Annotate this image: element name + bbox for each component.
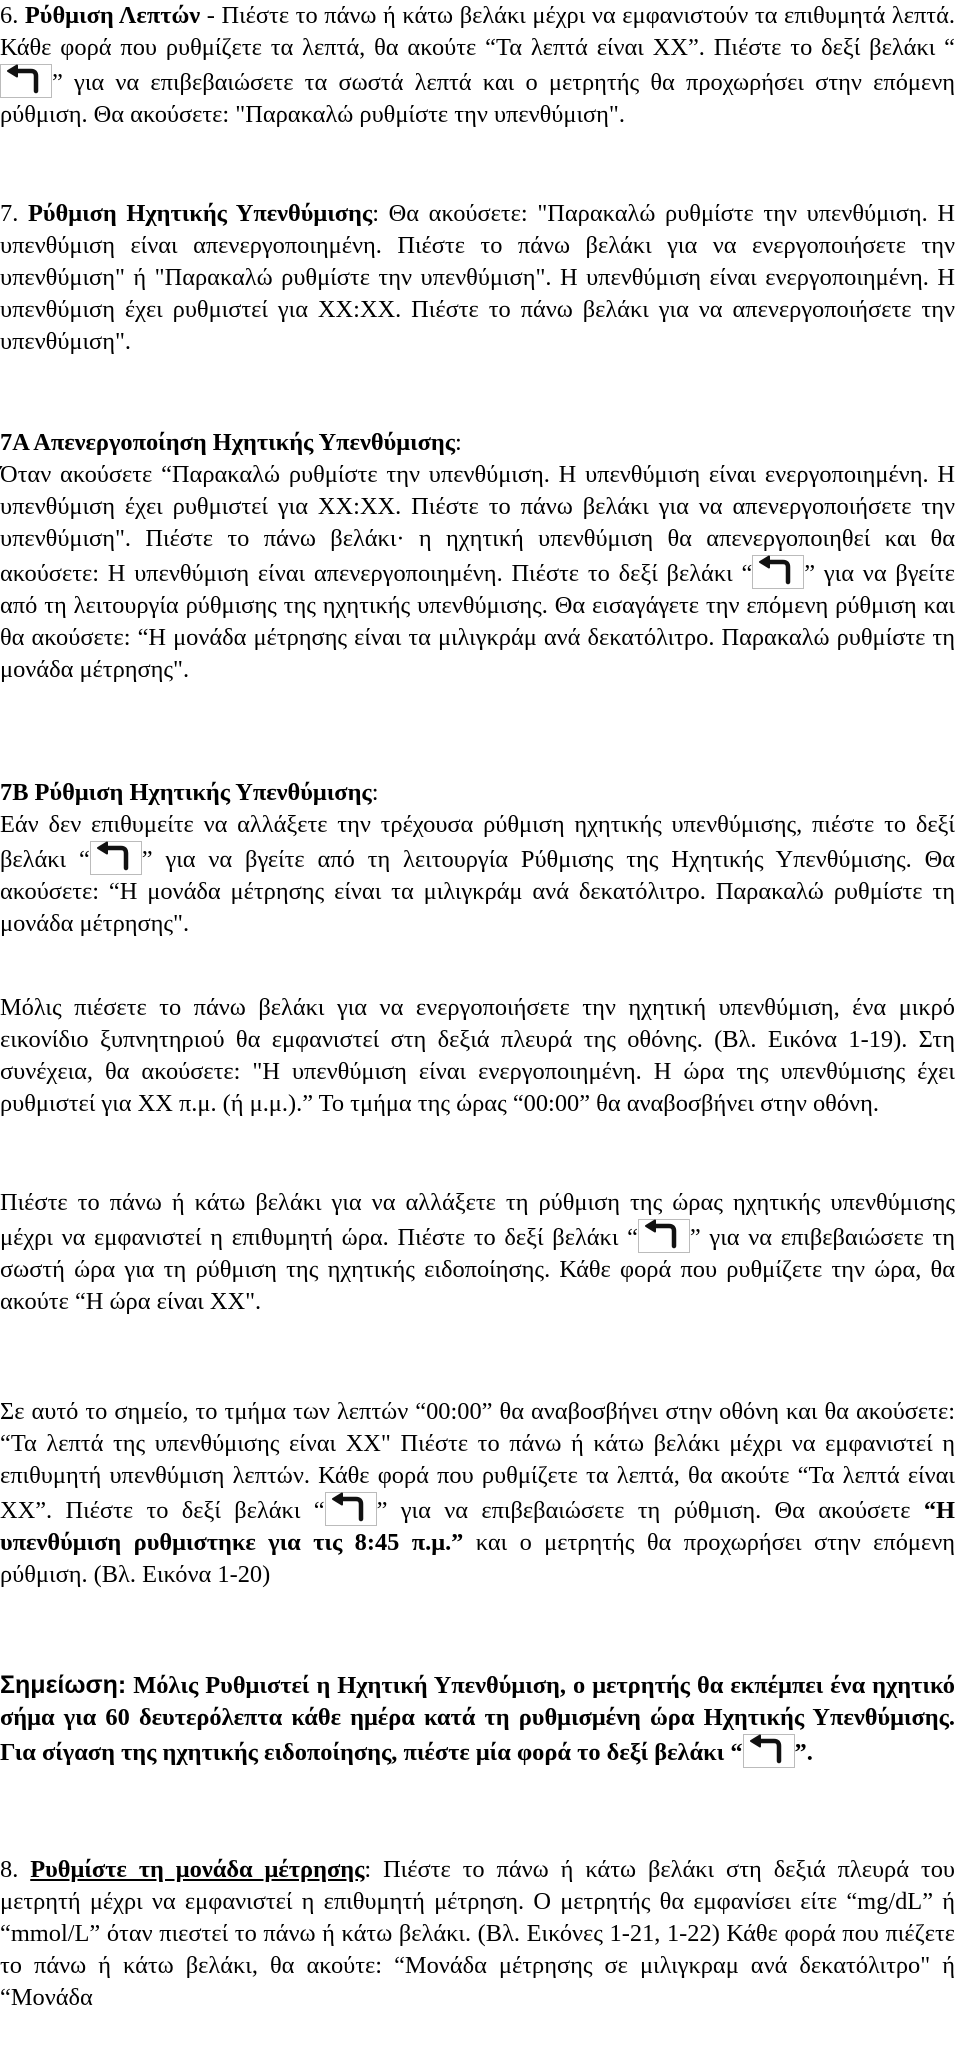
section-8-title: Ρυθμίστε τη μονάδα μέτρησης [30,1856,365,1883]
note-heading: Σημείωση: [0,1671,127,1699]
section-8 [0,1854,955,2014]
section-7a-paragraph [0,459,955,686]
section-7b-text: Εάν δεν επιθυμείτε να αλλάξετε την τρέχουσα ρύθμιση ηχητικής υπενθύμισης, πιέστε το δεξί βελάκι “ [0,811,955,873]
return-arrow-icon [325,1492,377,1526]
section-7a [0,427,955,686]
p4-text-cont: ” για να επιβεβαιώσετε τη ρύθμιση. Θα ακούσετε [376,1497,924,1524]
section-7-title: Ρύθμιση Ηχητικής Υπενθύμισης [27,200,373,227]
section-7 [0,198,955,358]
section-7b-paragraph-4-block [0,1396,955,1591]
section-7b-title: 7Β Ρύθμιση Ηχητικής Υπενθύμισης [0,779,372,806]
p4-text-end: και ο μετρητής θα προχωρήσει στην επόμενη ρύθμιση. (Βλ. Εικόνα 1-20) [0,1529,956,1588]
section-7b [0,777,955,940]
section-7-paragraph [0,198,955,358]
note-block [0,1669,955,1769]
return-arrow-icon [752,555,804,589]
p4-text: Σε αυτό το σημείο, το τμήμα των λεπτών “00:00” θα αναβοσβήνει στην οθόνη και θα ακούσετε: “Τα λεπτά της υπενθύμισης είναι ΧΧ" Πιέστε το πάνω ή κάτω βελάκι μέχρι να εμφανιστεί η επιθυμητή υπενθύμιση λεπτών. Κάθε φορά που ρυθμίζετε τα λεπτά, θα ακούτε “Τα λεπτά είναι ΧΧ”. Πιέστε το δεξί βελάκι “ [0,1398,955,1524]
p4-bold-quote-end: ” [451,1529,464,1556]
section-7b-paragraph-1 [0,809,955,940]
section-6-text: - Πιέστε το πάνω ή κάτω βελάκι μέχρι να εμφανιστούν τα επιθυμητά λεπτά. Κάθε φορά που ρυθμίζετε τα λεπτά, θα ακούτε “Τα λεπτά είναι ΧΧ”. Πιέστε το δεξί βελάκι “ [0,2,955,61]
colon: : [455,429,462,456]
section-6-title: Ρύθμιση Λεπτών [24,2,201,29]
note-text-end: ”. [794,1739,813,1766]
section-6-paragraph [0,0,955,131]
section-number: 8. [0,1856,31,1883]
section-number: 7. [0,200,28,227]
section-7a-text: Όταν ακούσετε “Παρακαλώ ρυθμίστε την υπενθύμιση. Η υπενθύμιση είναι ενεργοποιημένη. Η υπενθύμιση έχει ρυθμιστεί για ΧΧ:ΧΧ. Πιέστε το πάνω βελάκι για να απενεργοποιήσετε την υπενθύμιση". Πιέστε το πάνω βελάκι· η ηχητική υπενθύμιση θα απενεργοποιηθεί και θα ακούσετε: Η υπενθύμιση είναι απενεργοποιημένη. Πιέστε το δεξί βελάκι “ [0,461,955,587]
section-7b-paragraph-2: Μόλις πιέσετε το πάνω βελάκι για να ενεργοποιήσετε την ηχητική υπενθύμιση, ένα μικρό εικονίδιο ξυπνητηριού θα εμφανιστεί στη δεξιά πλευρά της οθόνης. (Βλ. Εικόνα 1-19). Στη συνέχεια, θα ακούσετε: "Η υπενθύμιση είναι ενεργοποιημένη. Η ώρα της υπενθύμισης έχει ρυθμιστεί για ΧΧ π.μ. (ή μ.μ.).” Το τμήμα της ώρας “00:00” θα αναβοσβήνει στην οθόνη. [0,994,955,1117]
section-7a-text-cont: ” για να βγείτε από τη λειτουργία ρύθμισης της ηχητικής υπενθύμισης. Θα εισαγάγετε την επόμενη ρύθμιση και θα ακούσετε: “Η μονάδα μέτρησης είναι τα μιλιγκράμ ανά δεκατόλιτρο. Παρακαλώ ρυθμίστε τη μονάδα μέτρησης". [0,560,955,683]
section-7b-paragraph-4 [0,1396,955,1591]
p3-text: Πιέστε το πάνω ή κάτω βελάκι για να αλλάξετε τη ρύθμιση της ώρας ηχητικής υπενθύμισης μέχρι να εμφανιστεί η επιθυμητή ώρα. Πιέστε το δεξί βελάκι “ [0,1189,955,1251]
section-7b-paragraph-2-block [0,992,955,1120]
return-arrow-icon [638,1219,690,1253]
return-arrow-icon [743,1734,795,1768]
colon: : [371,779,379,806]
section-7b-text-cont: ” για να βγείτε από τη λειτουργία Ρύθμισης της Ηχητικής Υπενθύμισης. Θα ακούσετε: “Η μονάδα μέτρησης είναι τα μιλιγκράμ ανά δεκατόλιτρο. Παρακαλώ ρυθμίστε τη μονάδα μέτρησης". [0,846,955,937]
section-7a-title: 7Α Απενεργοποίηση Ηχητικής Υπενθύμισης [0,429,456,456]
p3-text-cont: ” για να επιβεβαιώσετε τη σωστή ώρα για τη ρύθμιση της ηχητικής ειδοποίησης. Κάθε φορά που ρυθμίζετε την ώρα, θα ακούτε “Η ώρα είναι ΧΧ". [0,1224,955,1315]
section-7a-heading [0,427,955,459]
section-number: 6. [0,2,25,29]
section-6 [0,0,955,131]
note-paragraph [0,1669,955,1769]
section-7-text: : Θα ακούσετε: "Παρακαλώ ρυθμίστε την υπενθύμιση. Η υπενθύμιση είναι απενεργοποιημένη. Πιέστε το πάνω βελάκι για να ενεργοποιήσετε την υπενθύμιση" ή "Παρακαλώ ρυθμίστε την υπενθύμιση". Η υπενθύμιση είναι ενεργοποιημένη. Η υπενθύμιση έχει ρυθμιστεί για ΧΧ:ΧΧ. Πιέστε το πάνω βελάκι για να απενεργοποιήσετε την υπενθύμιση". [0,200,955,355]
return-arrow-icon [90,841,142,875]
section-6-text-cont: ” για να επιβεβαιώσετε τα σωστά λεπτά και ο μετρητής θα προχωρήσει στην επόμενη ρύθμιση. Θα ακούσετε: "Παρακαλώ ρυθμίστε την υπενθύμιση". [0,69,955,128]
section-7b-paragraph-3-block [0,1187,955,1318]
section-7b-paragraph-3 [0,1187,955,1318]
return-arrow-icon [0,64,52,98]
note-text: Μόλις Ρυθμιστεί η Ηχητική Υπενθύμιση, ο μετρητής θα εκπέμπει ένα ηχητικό σήμα για 60 δευτερόλεπτα κάθε ημέρα κατά τη ρυθμισμένη ώρα Ηχητικής Υπενθύμισης. Για σίγαση της ηχητικής ειδοποίησης, πιέστε μία φορά το δεξί βελάκι “ [0,1672,955,1766]
section-7b-heading [0,777,955,809]
section-8-text: : Πιέστε το πάνω ή κάτω βελάκι στη δεξιά πλευρά του μετρητή μέχρι να εμφανιστεί η επιθυμητή μέτρηση. Ο μετρητής θα εμφανίσει είτε “mg/dL” ή “mmol/L” όταν πιεστεί το πάνω ή κάτω βελάκι. (Βλ. Εικόνες 1-21, 1-22) Κάθε φορά που πιέζετε το πάνω ή κάτω βελάκι, θα ακούτε: “Μονάδα μέτρησης σε μιλιγκραμ ανά δεκατόλιτρο" ή “Μονάδα [0,1856,955,2011]
section-8-paragraph [0,1854,955,2014]
p4-bold-quote: “Η υπενθύμιση ρυθμιστηκε για τις 8:45 π.μ. [0,1497,955,1556]
